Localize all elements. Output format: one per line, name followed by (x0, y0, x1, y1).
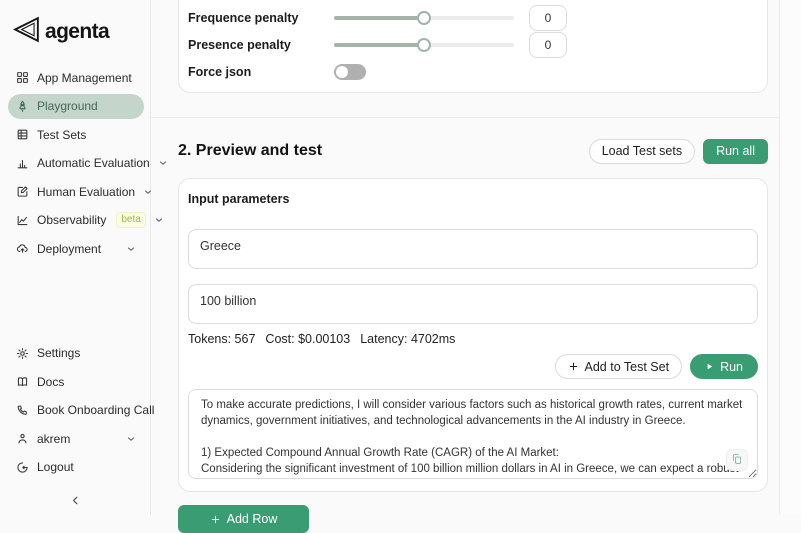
load-test-sets-button[interactable]: Load Test sets (589, 139, 695, 164)
collapse-sidebar-button[interactable] (0, 494, 150, 512)
add-to-test-set-button[interactable] (555, 354, 683, 379)
book-icon (16, 375, 29, 388)
sidebar-item-label: Book Onboarding Call (37, 403, 155, 417)
brand-name: agenta (45, 20, 110, 43)
parameter-row (188, 60, 758, 84)
agenta-logo-icon (13, 16, 40, 48)
preview-heading: 2. Preview and test (178, 142, 323, 159)
add-to-test-set-label: Add to Test Set (584, 359, 670, 374)
main-content (151, 0, 800, 526)
input-parameter-field-2[interactable] (188, 284, 758, 324)
line-chart-icon (16, 214, 29, 227)
sidebar-item-label: akrem (37, 431, 71, 446)
sidebar-item-label: Deployment (37, 241, 102, 256)
sidebar-item-observability[interactable] (8, 208, 144, 233)
plus-icon (568, 361, 579, 372)
cost-stat: Cost: $0.00103 (265, 332, 351, 346)
sidebar-item-label: Observability (37, 213, 107, 227)
beta-badge: beta (116, 212, 145, 228)
edit-square-icon (16, 185, 29, 198)
chevron-left-icon (69, 494, 82, 512)
parameter-label: Presence penalty (188, 38, 291, 52)
frequence-penalty-slider[interactable] (334, 6, 514, 30)
sidebar-footer-menu (0, 341, 155, 484)
result-textarea[interactable] (188, 389, 758, 479)
phone-icon (16, 404, 29, 417)
slider-fill (334, 43, 424, 47)
parameter-label: Force json (188, 65, 252, 79)
sidebar-item-label: Logout (37, 460, 74, 474)
preview-section-header (178, 136, 768, 166)
sidebar-item-app-management[interactable] (8, 65, 144, 90)
slider-fill (334, 16, 424, 20)
gear-icon (16, 347, 29, 360)
parameter-row (188, 6, 758, 30)
model-parameters-card (178, 0, 768, 93)
sidebar-item-book-onboarding-call[interactable] (8, 398, 155, 423)
plus-icon (210, 514, 221, 525)
add-row-button[interactable] (178, 505, 309, 533)
sidebar-item-user-akrem[interactable] (8, 426, 144, 451)
sidebar-item-label: App Management (37, 70, 132, 85)
slider-handle[interactable] (417, 11, 431, 25)
chevron-down-icon (126, 434, 136, 444)
sidebar-item-settings[interactable] (8, 341, 144, 366)
app-grid-icon (16, 71, 29, 84)
rocket-icon (16, 100, 29, 113)
presence-penalty-slider[interactable] (334, 33, 514, 57)
test-sets-icon (16, 128, 29, 141)
brand-logo (0, 0, 150, 49)
sidebar-item-label: Test Sets (37, 127, 87, 142)
sidebar-item-label: Automatic Evaluation (37, 156, 150, 170)
cloud-upload-icon (16, 242, 29, 255)
toggle-knob (336, 66, 348, 78)
sidebar-item-automatic-evaluation[interactable] (8, 151, 150, 176)
copy-result-button[interactable] (726, 449, 748, 471)
caret-right-icon (705, 360, 714, 374)
tokens-stat: Tokens: 567 (188, 332, 256, 346)
run-label: Run (720, 359, 743, 374)
run-all-button[interactable]: Run all (703, 139, 768, 164)
latency-stat: Latency: 4702ms (360, 332, 456, 346)
add-row-label: Add Row (226, 512, 278, 526)
sidebar-item-human-evaluation[interactable] (8, 179, 144, 204)
user-icon (16, 432, 29, 445)
sidebar-item-label: Docs (37, 374, 65, 389)
run-stats (188, 331, 758, 347)
sidebar-item-playground[interactable] (8, 94, 144, 119)
result-area (188, 389, 758, 479)
sidebar-menu (0, 65, 150, 261)
force-json-toggle[interactable] (334, 64, 366, 80)
sidebar-item-logout[interactable] (8, 455, 144, 480)
run-button[interactable] (690, 354, 758, 379)
sidebar (0, 0, 155, 515)
copy-icon (731, 453, 743, 468)
scroll-gutter[interactable] (779, 0, 801, 515)
header-buttons (589, 139, 768, 164)
logout-icon (16, 461, 29, 474)
row-actions (188, 354, 758, 379)
slider-handle[interactable] (417, 38, 431, 52)
sidebar-item-docs[interactable] (8, 369, 144, 394)
sidebar-item-test-sets[interactable] (8, 122, 144, 147)
input-parameters-card (178, 178, 768, 492)
parameter-row (188, 33, 758, 57)
parameter-label: Frequence penalty (188, 11, 299, 25)
presence-penalty-value-input[interactable]: 0 (529, 32, 567, 58)
frequence-penalty-value-input[interactable]: 0 (529, 5, 567, 31)
section-divider (151, 117, 800, 118)
sidebar-item-deployment[interactable] (8, 236, 144, 261)
bar-chart-icon (16, 157, 29, 170)
sidebar-item-label: Playground (37, 99, 98, 113)
chevron-down-icon (126, 244, 136, 254)
sidebar-item-label: Settings (37, 346, 81, 360)
sidebar-item-label: Human Evaluation (37, 184, 136, 199)
input-parameter-field-1[interactable] (188, 229, 758, 269)
input-parameters-title: Input parameters (188, 192, 290, 206)
